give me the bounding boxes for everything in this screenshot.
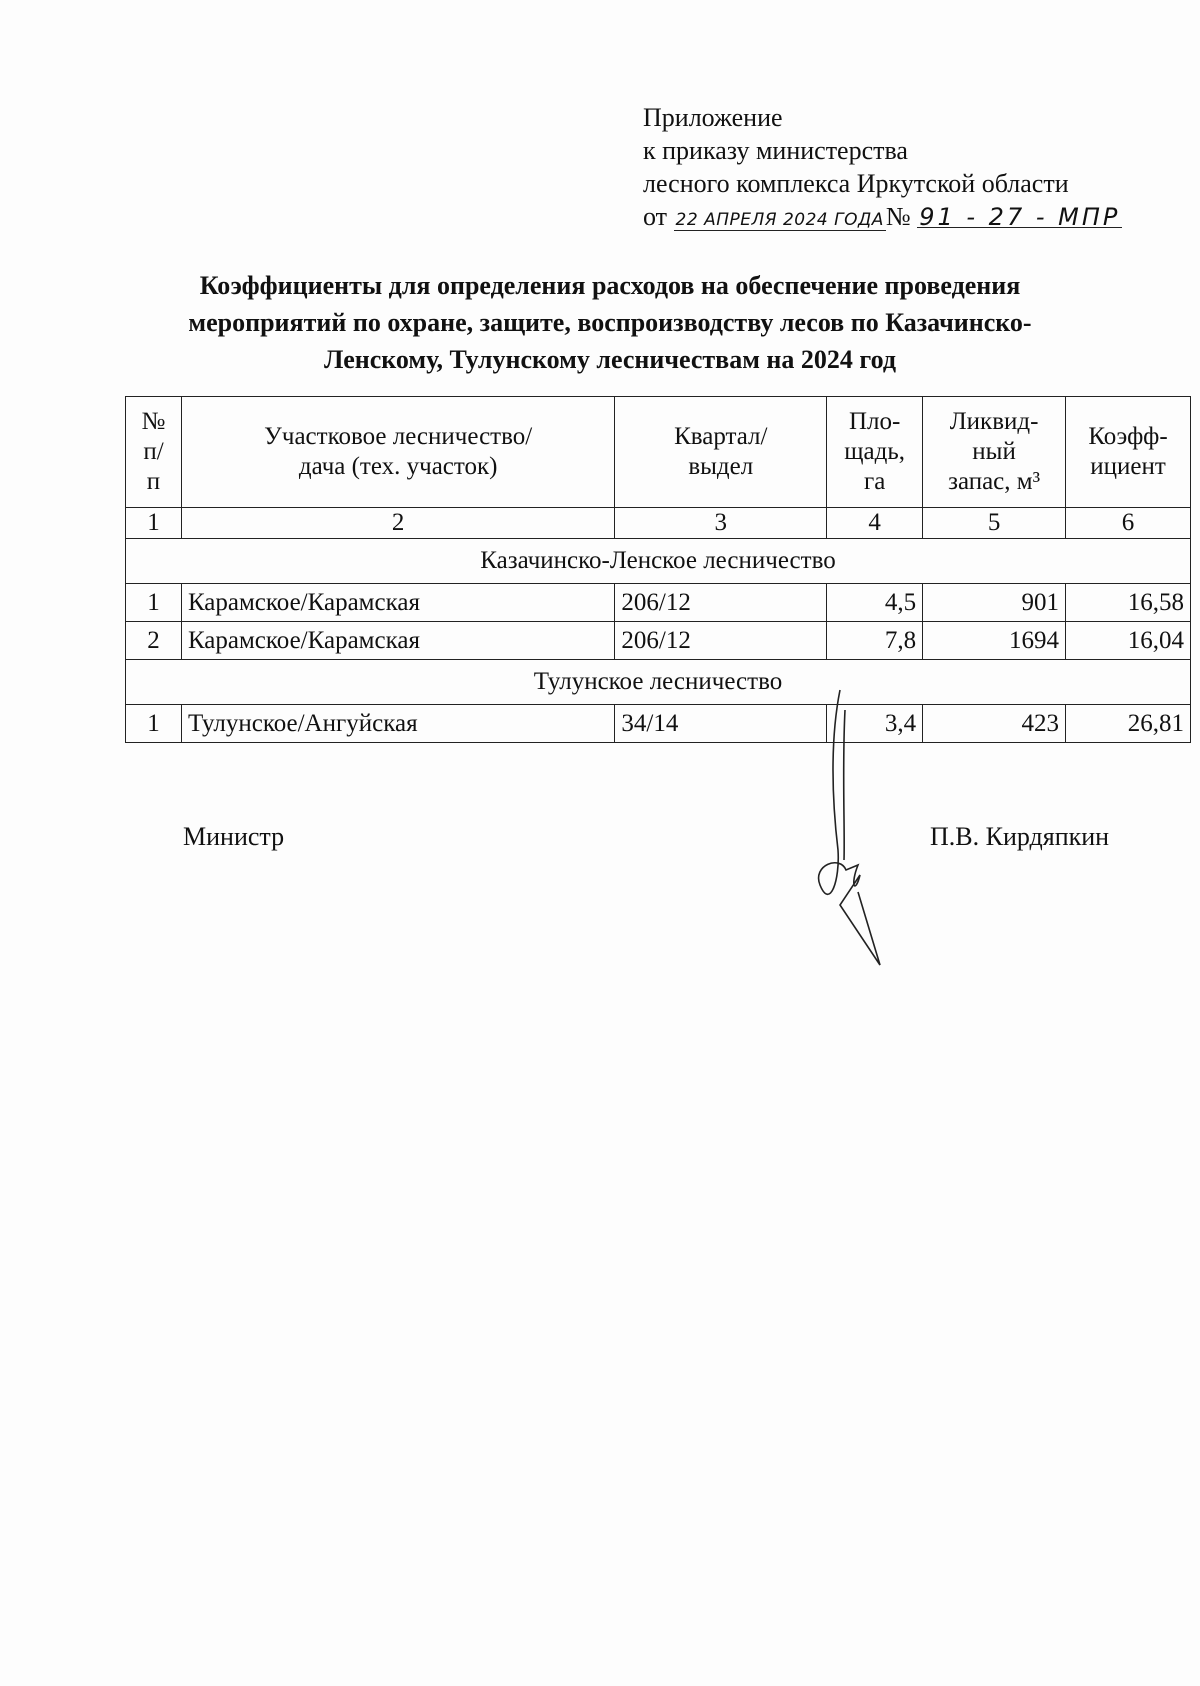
header-number: № п/ п bbox=[126, 397, 182, 508]
column-number: 3 bbox=[615, 508, 827, 539]
cell-quarter: 206/12 bbox=[615, 622, 827, 660]
cell-number: 2 bbox=[126, 622, 182, 660]
appendix-line-3: лесного комплекса Иркутской области bbox=[643, 169, 1069, 198]
appendix-line-1: Приложение bbox=[643, 103, 783, 132]
column-number: 6 bbox=[1066, 508, 1191, 539]
cell-forestry: Тулунское/Ангуйская bbox=[181, 705, 614, 743]
cell-quarter: 34/14 bbox=[615, 705, 827, 743]
coefficients-table bbox=[125, 396, 1191, 743]
cell-forestry: Карамское/Карамская bbox=[181, 584, 614, 622]
section-row bbox=[126, 539, 1191, 584]
column-number: 2 bbox=[181, 508, 614, 539]
cell-stock: 901 bbox=[923, 584, 1066, 622]
cell-stock: 423 bbox=[923, 705, 1066, 743]
signatory-position: Министр bbox=[183, 822, 285, 851]
section-row bbox=[126, 660, 1191, 705]
signatory-name: П.В. Кирдяпкин bbox=[930, 822, 1110, 851]
column-numbers-row bbox=[126, 508, 1191, 539]
appendix-block bbox=[643, 101, 1122, 233]
table-header-row bbox=[126, 397, 1191, 508]
section-title: Тулунское лесничество bbox=[126, 660, 1191, 705]
cell-coefficient: 16,58 bbox=[1066, 584, 1191, 622]
table-row bbox=[126, 584, 1191, 622]
column-number: 5 bbox=[923, 508, 1066, 539]
cell-coefficient: 26,81 bbox=[1066, 705, 1191, 743]
header-forestry: Участковое лесничество/ дача (тех. участок) bbox=[181, 397, 614, 508]
date-prefix: от bbox=[643, 202, 668, 231]
cell-forestry: Карамское/Карамская bbox=[181, 622, 614, 660]
table-row bbox=[126, 622, 1191, 660]
cell-number: 1 bbox=[126, 705, 182, 743]
cell-area: 3,4 bbox=[827, 705, 923, 743]
header-quarter: Квартал/ выдел bbox=[615, 397, 827, 508]
cell-area: 4,5 bbox=[827, 584, 923, 622]
document-title: Коэффициенты для определения расходов на обеспечение проведения мероприятий по охране, защите, воспроизводству лесов по Казачинско-Ленскому, Тулунскому лесничествам на 2024 год bbox=[188, 271, 1032, 374]
handwritten-date: 22 АПРЕЛЯ 2024 ГОДА bbox=[675, 210, 884, 230]
header-area: Пло- щадь, га bbox=[827, 397, 923, 508]
table-row bbox=[126, 705, 1191, 743]
header-stock: Ликвид- ный запас, м³ bbox=[923, 397, 1066, 508]
signature-scribble bbox=[800, 680, 910, 970]
appendix-date-line bbox=[643, 200, 1122, 233]
handwritten-order-number: 91 - 27 - МПР bbox=[919, 203, 1121, 231]
cell-stock: 1694 bbox=[923, 622, 1066, 660]
appendix-line-2: к приказу министерства bbox=[643, 136, 908, 165]
section-title: Казачинско-Ленское лесничество bbox=[126, 539, 1191, 584]
header-coefficient: Коэфф- ициент bbox=[1066, 397, 1191, 508]
cell-coefficient: 16,04 bbox=[1066, 622, 1191, 660]
cell-quarter: 206/12 bbox=[615, 584, 827, 622]
cell-area: 7,8 bbox=[827, 622, 923, 660]
cell-number: 1 bbox=[126, 584, 182, 622]
column-number: 1 bbox=[126, 508, 182, 539]
number-sign: № bbox=[885, 202, 911, 231]
column-number: 4 bbox=[827, 508, 923, 539]
